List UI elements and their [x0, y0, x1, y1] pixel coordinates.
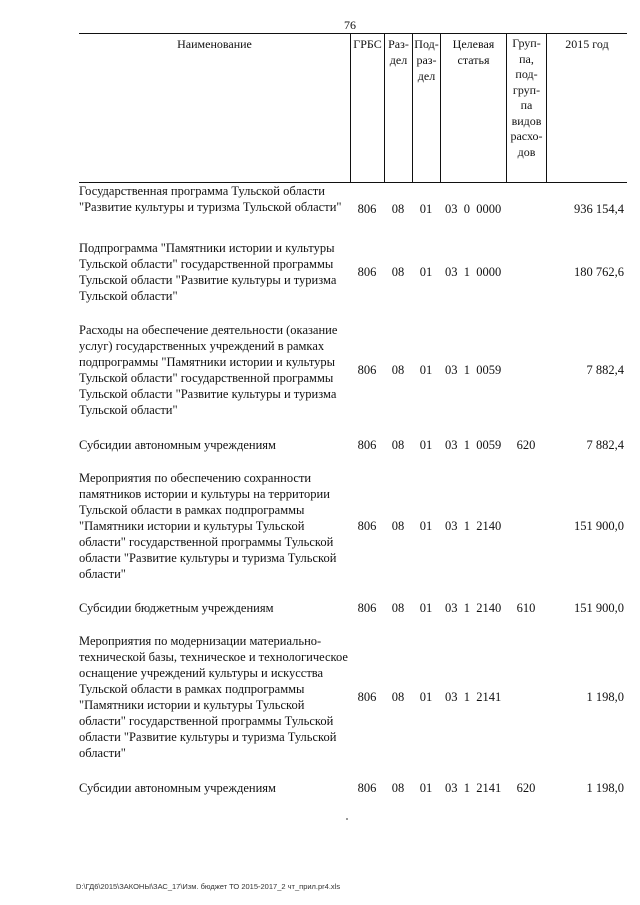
row-podrazdel: 01 [419, 519, 433, 533]
row-podrazdel: 01 [419, 781, 433, 795]
page-number: 76 [344, 18, 356, 32]
row-razdel: 08 [391, 265, 405, 279]
row-cel-statya: 03 1 0059 [445, 438, 502, 452]
scan-speck [346, 818, 348, 820]
row-sum: 151 900,0 [574, 601, 624, 615]
row-sum: 180 762,6 [574, 265, 624, 279]
header-vid-rashodov: Груп- па, под- груп- па видов расхо- дов [506, 34, 546, 182]
row-vid: 610 [516, 601, 536, 615]
row-grbs: 806 [357, 202, 377, 216]
row-grbs: 806 [357, 690, 377, 704]
row-cel-statya: 03 1 0059 [445, 363, 502, 377]
row-name: Субсидии автономным учреждениям [79, 781, 276, 795]
row-razdel: 08 [391, 519, 405, 533]
row-razdel: 08 [391, 202, 405, 216]
row-podrazdel: 01 [419, 690, 433, 704]
row-grbs: 806 [357, 438, 377, 452]
row-sum: 7 882,4 [586, 363, 624, 377]
row-grbs: 806 [357, 519, 377, 533]
row-cel-statya: 03 1 2140 [445, 601, 502, 615]
footer-file-path: D:\ГД6\2015\ЗАКОНЫ\ЗАС_17\Изм. бюджет ТО 2015-2017_2 чт_прил.pr4.xls [76, 882, 341, 891]
table-header [79, 33, 627, 183]
row-sum: 1 198,0 [586, 781, 624, 795]
row-name: Государственная программа Тульской области "Развитие культуры и туризма Тульской области" [79, 184, 342, 214]
header-name: Наименование [177, 37, 252, 51]
row-razdel: 08 [391, 690, 405, 704]
row-name: Субсидии автономным учреждениям [79, 438, 276, 452]
row-podrazdel: 01 [419, 601, 433, 615]
row-podrazdel: 01 [419, 202, 433, 216]
row-razdel: 08 [391, 601, 405, 615]
row-cel-statya: 03 0 0000 [445, 202, 502, 216]
row-grbs: 806 [357, 601, 377, 615]
row-name: Мероприятия по обеспечению сохранности памятников истории и культуры на территории Тульской области в рамках подпрограммы "Памятники истории и культуры Тульской области" государственной программы Тульской области "Развитие культуры и туризма Тульской области" [79, 471, 337, 581]
row-podrazdel: 01 [419, 265, 433, 279]
row-razdel: 08 [391, 781, 405, 795]
row-sum: 7 882,4 [586, 438, 624, 452]
row-razdel: 08 [391, 438, 405, 452]
row-grbs: 806 [357, 363, 377, 377]
row-name: Мероприятия по модернизации материально-технической базы, техническое и технологическое оснащение учреждений культуры и искусства Тульской области в рамках подпрограммы "Памятники истории и культуры Тульской области" государственной программы Тульской области "Развитие культуры и туризма Тульской области" [79, 634, 348, 760]
row-cel-statya: 03 1 0000 [445, 265, 502, 279]
row-grbs: 806 [357, 781, 377, 795]
row-cel-statya: 03 1 2141 [445, 690, 502, 704]
row-razdel: 08 [391, 363, 405, 377]
row-podrazdel: 01 [419, 363, 433, 377]
row-podrazdel: 01 [419, 438, 433, 452]
row-name: Субсидии бюджетным учреждениям [79, 601, 274, 615]
row-name: Подпрограмма "Памятники истории и культуры Тульской области" государственной программы Тульской области "Развитие культуры и туризма Тульской области" [79, 241, 337, 303]
row-cel-statya: 03 1 2140 [445, 519, 502, 533]
header-year: 2015 год [546, 34, 627, 182]
header-razdel: Раз- дел [384, 34, 412, 182]
row-vid: 620 [516, 781, 536, 795]
row-grbs: 806 [357, 265, 377, 279]
header-podrazdel: Под- раз- дел [412, 34, 440, 182]
row-name: Расходы на обеспечение деятельности (оказание услуг) государственных учреждений в рамках подпрограммы "Памятники истории и культуры Тульской области" государственной программы Тульской области "Развитие культуры и туризма Тульской области" [79, 323, 338, 417]
row-vid: 620 [516, 438, 536, 452]
row-sum: 1 198,0 [586, 690, 624, 704]
row-sum: 936 154,4 [574, 202, 624, 216]
header-cel-statya: Целевая статья [440, 34, 506, 182]
row-cel-statya: 03 1 2141 [445, 781, 502, 795]
row-sum: 151 900,0 [574, 519, 624, 533]
header-grbs: ГРБС [350, 34, 384, 182]
